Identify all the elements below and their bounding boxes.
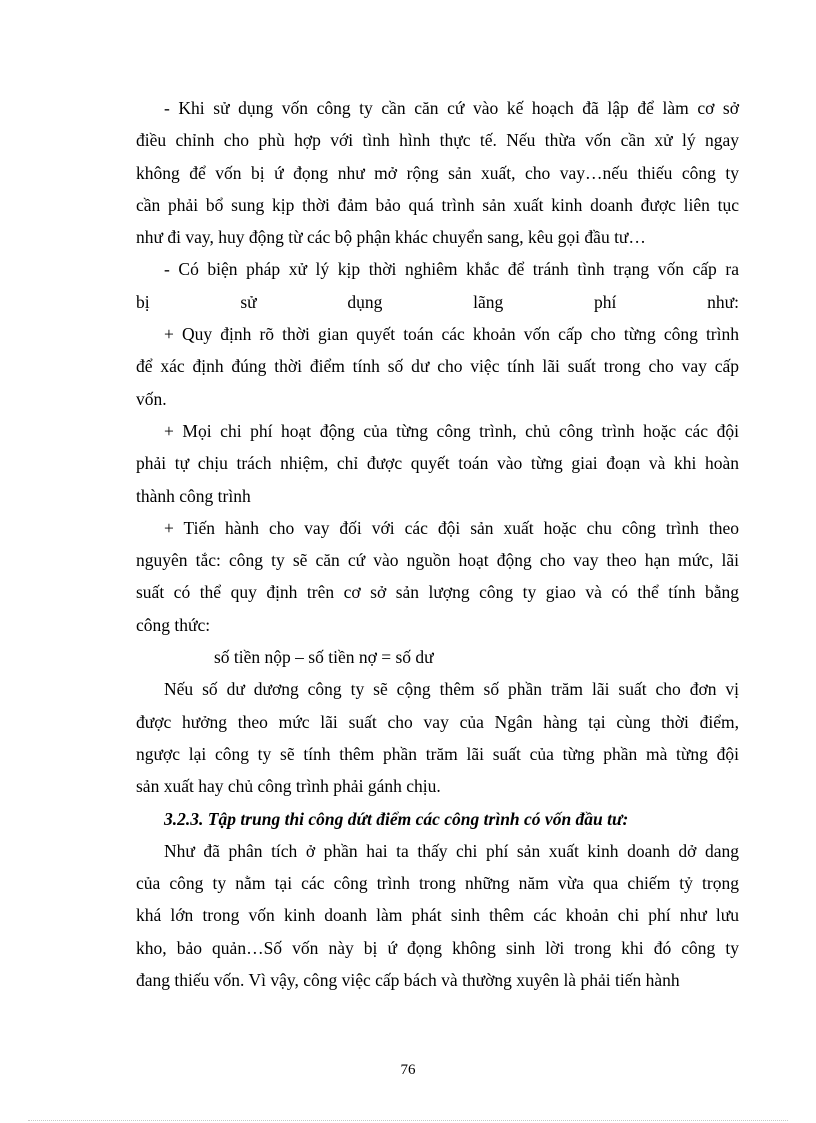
text-line: sản xuất hay chủ công trình phải gánh chịu. <box>136 776 441 797</box>
text-line: + Tiến hành cho vay đối với các đội sản xuất hoặc chu công trình theo <box>164 517 739 538</box>
text-line: - Có biện pháp xử lý kịp thời nghiêm khắc để tránh tình trạng vốn cấp ra <box>164 259 739 280</box>
text-line: + Mọi chi phí hoạt động của từng công trình, chủ công trình hoặc các đội <box>164 420 739 441</box>
formula-line: số tiền nộp – số tiền nợ = số dư <box>214 647 434 668</box>
text-line: để xác định đúng thời điểm tính số dư cho việc tính lãi suất trong cho vay cấp <box>136 356 739 377</box>
text-line: vốn. <box>136 388 167 409</box>
text-line: không để vốn bị ứ đọng như mở rộng sản xuất, cho vay…nếu thiếu công ty <box>136 162 739 183</box>
text-line: cần phải bổ sung kịp thời đảm bảo quá trình sản xuất kinh doanh được liên tục <box>136 194 739 215</box>
text-line: suất có thể quy định trên cơ sở sản lượng công ty giao và có thể tính bằng <box>136 582 739 603</box>
text-line: phải tự chịu trách nhiệm, chỉ được quyết toán vào từng giai đoạn và khi hoàn <box>136 453 739 474</box>
text-line: đang thiếu vốn. Vì vậy, công việc cấp bách và thường xuyên là phải tiến hành <box>136 970 680 991</box>
text-line: công thức: <box>136 614 211 635</box>
text-line: Nếu số dư dương công ty sẽ cộng thêm số phần trăm lãi suất cho đơn vị <box>164 679 739 700</box>
text-line: ngược lại công ty sẽ tính thêm phần trăm lãi suất của từng phần mà từng đội <box>136 743 739 764</box>
text-line: điều chỉnh cho phù hợp với tình hình thực tế. Nếu thừa vốn cần xử lý ngay <box>136 130 739 151</box>
page-number: 76 <box>400 1062 416 1078</box>
text-line: như đi vay, huy động từ các bộ phận khác chuyển sang, kêu gọi đầu tư… <box>136 227 646 248</box>
text-line: của công ty nằm tại các công trình trong những năm vừa qua chiếm tỷ trọng <box>136 873 739 894</box>
text-line: thành công trình <box>136 485 251 506</box>
text-line: + Quy định rõ thời gian quyết toán các khoản vốn cấp cho từng công trình <box>164 324 739 345</box>
text-line: Như đã phân tích ở phần hai ta thấy chi phí sản xuất kinh doanh dở dang <box>164 840 739 861</box>
text-line: được hưởng theo mức lãi suất cho vay của Ngân hàng tại cùng thời điểm, <box>136 711 739 732</box>
text-line: bị sử dụng lãng phí như: <box>136 291 739 312</box>
section-heading: 3.2.3. Tập trung thi công dứt điểm các công trình có vốn đầu tư: <box>164 808 629 829</box>
text-line: kho, bảo quản…Số vốn này bị ứ đọng không sinh lời trong khi đó công ty <box>136 937 739 958</box>
body-text <box>136 92 739 996</box>
text-line: khá lớn trong vốn kinh doanh làm phát sinh thêm các khoản chi phí như lưu <box>136 905 739 926</box>
text-line: - Khi sử dụng vốn công ty cần căn cứ vào kế hoạch đã lập để làm cơ sở <box>164 98 739 118</box>
page-border-dotted <box>28 1120 788 1121</box>
text-line: nguyên tắc: công ty sẽ căn cứ vào nguồn hoạt động cho vay theo hạn mức, lãi <box>136 550 739 571</box>
